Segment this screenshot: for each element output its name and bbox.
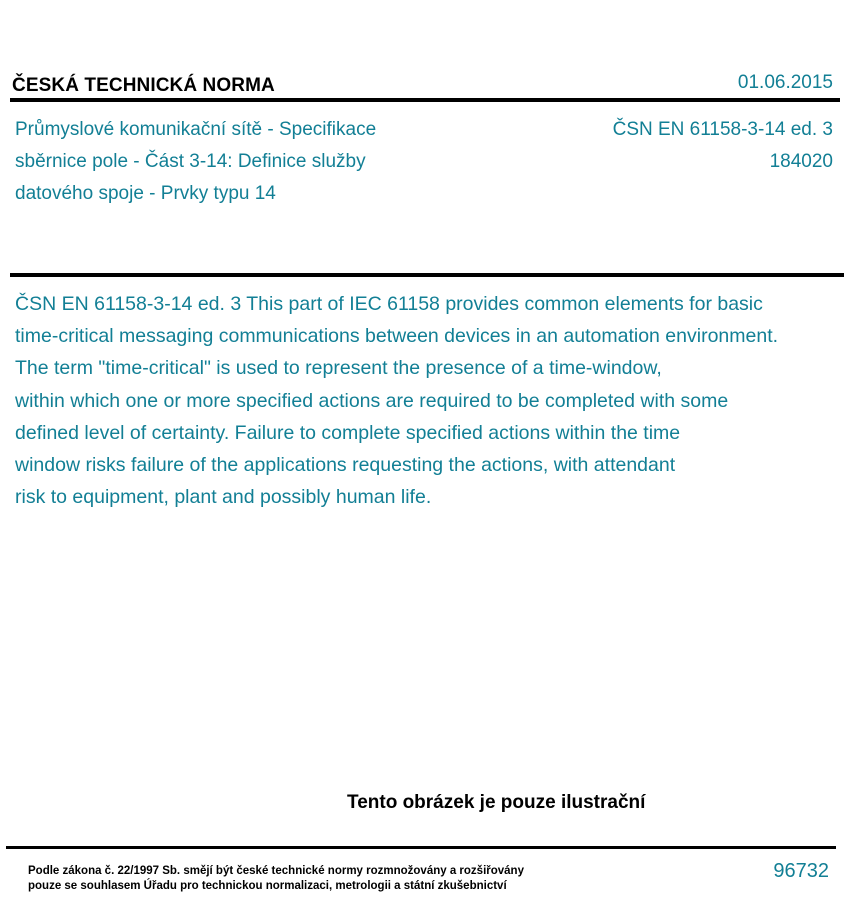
document-title-line: datového spoje - Prvky typu 14 (15, 183, 276, 204)
legal-line: Podle zákona č. 22/1997 Sb. smějí být české technické normy rozmnožovány a rozšiřovány (28, 865, 524, 877)
abstract-line: within which one or more specified actions are required to be completed with some (15, 389, 729, 412)
catalog-number: 96732 (773, 860, 829, 882)
illustration-notice: Tento obrázek je pouze ilustrační (347, 792, 646, 813)
top-divider (10, 98, 840, 102)
document-title (15, 114, 485, 210)
abstract-line: The term "time-critical" is used to represent the presence of a time-window, (15, 357, 662, 380)
abstract-line: ČSN EN 61158-3-14 ed. 3 This part of IEC 61158 provides common elements for basic (15, 293, 763, 315)
publication-date: 01.06.2015 (737, 72, 833, 93)
document-title-line: Průmyslové komunikační sítě - Specifikace (15, 119, 377, 140)
abstract-line: window risks failure of the applications requesting the actions, with attendant (15, 454, 676, 477)
abstract-line: risk to equipment, plant and possibly human life. (15, 486, 432, 509)
abstract-line: time-critical messaging communications between devices in an automation environment. (15, 325, 779, 348)
norma-heading: ČESKÁ TECHNICKÁ NORMA (12, 75, 275, 96)
middle-divider (10, 273, 844, 277)
legal-notice (28, 864, 524, 894)
document-title-line: sběrnice pole - Část 3-14: Definice služby (15, 151, 366, 172)
legal-line: pouze se souhlasem Úřadu pro technickou normalizaci, metrologii a státní zkušebnictví (28, 880, 507, 892)
document-identifier (613, 114, 833, 178)
bottom-divider (6, 846, 836, 849)
classification-code: 184020 (769, 151, 833, 172)
abstract-text (15, 288, 860, 513)
abstract-line: defined level of certainty. Failure to complete specified actions within the time (15, 421, 681, 444)
document-designation: ČSN EN 61158-3-14 ed. 3 (612, 119, 833, 140)
